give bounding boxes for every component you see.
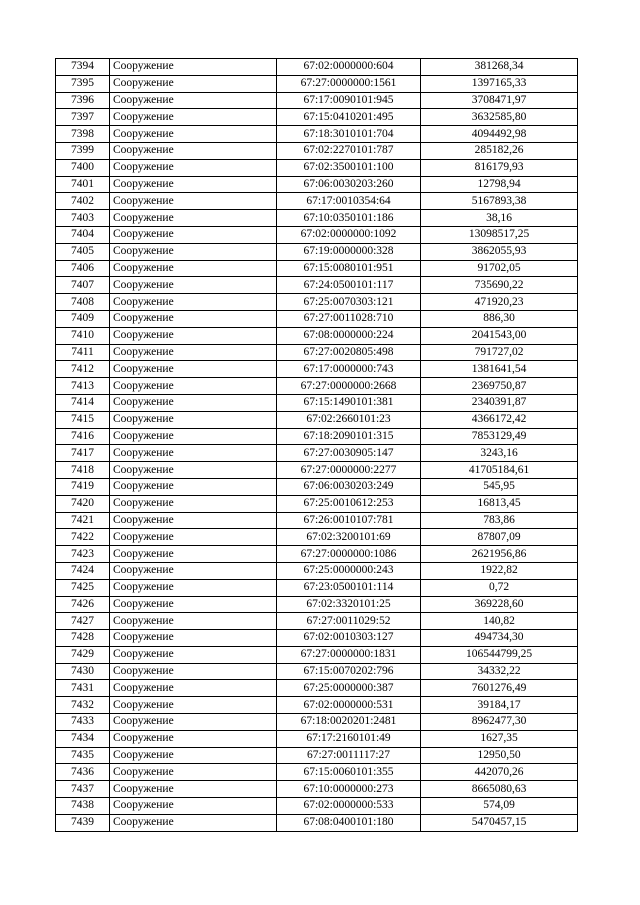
cadastral-number-cell: 67:02:0000000:533	[277, 798, 421, 815]
table-row	[56, 294, 578, 311]
row-number-cell: 7408	[56, 294, 110, 311]
cadastral-value-cell: 5167893,38	[421, 193, 578, 210]
row-number-cell: 7419	[56, 478, 110, 495]
object-type-cell: Сооружение	[110, 243, 277, 260]
cadastral-number-cell: 67:27:0000000:2668	[277, 378, 421, 395]
object-type-cell: Сооружение	[110, 394, 277, 411]
object-type-cell: Сооружение	[110, 663, 277, 680]
cadastral-value-cell: 783,86	[421, 512, 578, 529]
object-type-cell: Сооружение	[110, 697, 277, 714]
row-number-cell: 7435	[56, 747, 110, 764]
cadastral-number-cell: 67:23:0500101:114	[277, 579, 421, 596]
row-number-cell: 7422	[56, 529, 110, 546]
object-type-cell: Сооружение	[110, 579, 277, 596]
object-type-cell: Сооружение	[110, 428, 277, 445]
cadastral-value-cell: 886,30	[421, 310, 578, 327]
row-number-cell: 7400	[56, 159, 110, 176]
cadastral-value-cell: 140,82	[421, 613, 578, 630]
row-number-cell: 7397	[56, 109, 110, 126]
cadastral-number-cell: 67:25:0000000:243	[277, 562, 421, 579]
cadastral-number-cell: 67:27:0000000:1561	[277, 75, 421, 92]
row-number-cell: 7424	[56, 562, 110, 579]
row-number-cell: 7398	[56, 126, 110, 143]
table-row	[56, 680, 578, 697]
object-type-cell: Сооружение	[110, 445, 277, 462]
cadastral-value-cell: 3708471,97	[421, 92, 578, 109]
cadastral-number-cell: 67:06:0030203:260	[277, 176, 421, 193]
table-row	[56, 411, 578, 428]
row-number-cell: 7399	[56, 142, 110, 159]
cadastral-value-cell: 34332,22	[421, 663, 578, 680]
row-number-cell: 7425	[56, 579, 110, 596]
cadastral-number-cell: 67:17:0090101:945	[277, 92, 421, 109]
object-type-cell: Сооружение	[110, 361, 277, 378]
object-type-cell: Сооружение	[110, 714, 277, 731]
table-row	[56, 546, 578, 563]
row-number-cell: 7402	[56, 193, 110, 210]
cadastral-value-cell: 8962477,30	[421, 714, 578, 731]
object-type-cell: Сооружение	[110, 680, 277, 697]
cadastral-value-cell: 3243,16	[421, 445, 578, 462]
row-number-cell: 7420	[56, 495, 110, 512]
row-number-cell: 7394	[56, 59, 110, 76]
cadastral-value-cell: 735690,22	[421, 277, 578, 294]
table-row	[56, 529, 578, 546]
cadastral-number-cell: 67:27:0000000:2277	[277, 462, 421, 479]
object-type-cell: Сооружение	[110, 546, 277, 563]
cadastral-number-cell: 67:08:0000000:224	[277, 327, 421, 344]
cadastral-number-cell: 67:27:0020805:498	[277, 344, 421, 361]
cadastral-value-cell: 12798,94	[421, 176, 578, 193]
row-number-cell: 7439	[56, 814, 110, 831]
table-row	[56, 512, 578, 529]
table-row	[56, 75, 578, 92]
row-number-cell: 7403	[56, 210, 110, 227]
row-number-cell: 7423	[56, 546, 110, 563]
object-type-cell: Сооружение	[110, 59, 277, 76]
cadastral-number-cell: 67:18:2090101:315	[277, 428, 421, 445]
cadastral-number-cell: 67:18:3010101:704	[277, 126, 421, 143]
object-type-cell: Сооружение	[110, 411, 277, 428]
object-type-cell: Сооружение	[110, 462, 277, 479]
table-row	[56, 109, 578, 126]
table-row	[56, 428, 578, 445]
table-row	[56, 814, 578, 831]
cadastral-number-cell: 67:25:0010612:253	[277, 495, 421, 512]
table-row	[56, 613, 578, 630]
object-type-cell: Сооружение	[110, 109, 277, 126]
cadastral-number-cell: 67:10:0350101:186	[277, 210, 421, 227]
cadastral-value-cell: 442070,26	[421, 764, 578, 781]
table-row	[56, 798, 578, 815]
object-type-cell: Сооружение	[110, 529, 277, 546]
registry-table-body	[56, 59, 578, 832]
cadastral-value-cell: 1922,82	[421, 562, 578, 579]
cadastral-value-cell: 791727,02	[421, 344, 578, 361]
table-row	[56, 747, 578, 764]
table-row	[56, 210, 578, 227]
cadastral-value-cell: 39184,17	[421, 697, 578, 714]
table-row	[56, 714, 578, 731]
object-type-cell: Сооружение	[110, 630, 277, 647]
table-row	[56, 361, 578, 378]
row-number-cell: 7432	[56, 697, 110, 714]
object-type-cell: Сооружение	[110, 277, 277, 294]
cadastral-value-cell: 816179,93	[421, 159, 578, 176]
table-row	[56, 260, 578, 277]
object-type-cell: Сооружение	[110, 814, 277, 831]
row-number-cell: 7413	[56, 378, 110, 395]
object-type-cell: Сооружение	[110, 92, 277, 109]
cadastral-number-cell: 67:27:0011029:52	[277, 613, 421, 630]
cadastral-value-cell: 2369750,87	[421, 378, 578, 395]
row-number-cell: 7436	[56, 764, 110, 781]
row-number-cell: 7421	[56, 512, 110, 529]
cadastral-number-cell: 67:17:2160101:49	[277, 730, 421, 747]
object-type-cell: Сооружение	[110, 512, 277, 529]
registry-table	[55, 58, 578, 832]
cadastral-number-cell: 67:25:0000000:387	[277, 680, 421, 697]
cadastral-number-cell: 67:02:0000000:531	[277, 697, 421, 714]
table-row	[56, 630, 578, 647]
cadastral-number-cell: 67:27:0011117:27	[277, 747, 421, 764]
cadastral-number-cell: 67:02:3320101:25	[277, 596, 421, 613]
row-number-cell: 7431	[56, 680, 110, 697]
row-number-cell: 7410	[56, 327, 110, 344]
object-type-cell: Сооружение	[110, 126, 277, 143]
table-row	[56, 226, 578, 243]
row-number-cell: 7414	[56, 394, 110, 411]
cadastral-value-cell: 1381641,54	[421, 361, 578, 378]
row-number-cell: 7416	[56, 428, 110, 445]
cadastral-value-cell: 2340391,87	[421, 394, 578, 411]
cadastral-number-cell: 67:19:0000000:328	[277, 243, 421, 260]
row-number-cell: 7429	[56, 646, 110, 663]
object-type-cell: Сооружение	[110, 294, 277, 311]
object-type-cell: Сооружение	[110, 764, 277, 781]
cadastral-number-cell: 67:02:0000000:604	[277, 59, 421, 76]
row-number-cell: 7437	[56, 781, 110, 798]
cadastral-number-cell: 67:25:0070303:121	[277, 294, 421, 311]
cadastral-number-cell: 67:08:0400101:180	[277, 814, 421, 831]
table-row	[56, 562, 578, 579]
cadastral-value-cell: 2041543,00	[421, 327, 578, 344]
object-type-cell: Сооружение	[110, 310, 277, 327]
row-number-cell: 7415	[56, 411, 110, 428]
table-row	[56, 596, 578, 613]
cadastral-value-cell: 7601276,49	[421, 680, 578, 697]
object-type-cell: Сооружение	[110, 747, 277, 764]
row-number-cell: 7396	[56, 92, 110, 109]
cadastral-number-cell: 67:27:0000000:1086	[277, 546, 421, 563]
cadastral-value-cell: 381268,34	[421, 59, 578, 76]
row-number-cell: 7430	[56, 663, 110, 680]
object-type-cell: Сооружение	[110, 327, 277, 344]
table-row	[56, 781, 578, 798]
table-row	[56, 495, 578, 512]
object-type-cell: Сооружение	[110, 798, 277, 815]
cadastral-value-cell: 8665080,63	[421, 781, 578, 798]
cadastral-number-cell: 67:02:2660101:23	[277, 411, 421, 428]
row-number-cell: 7428	[56, 630, 110, 647]
cadastral-value-cell: 3862055,93	[421, 243, 578, 260]
row-number-cell: 7406	[56, 260, 110, 277]
table-row	[56, 176, 578, 193]
row-number-cell: 7411	[56, 344, 110, 361]
cadastral-number-cell: 67:02:3500101:100	[277, 159, 421, 176]
object-type-cell: Сооружение	[110, 730, 277, 747]
cadastral-number-cell: 67:26:0010107:781	[277, 512, 421, 529]
cadastral-number-cell: 67:27:0000000:1831	[277, 646, 421, 663]
cadastral-value-cell: 7853129,49	[421, 428, 578, 445]
table-row	[56, 193, 578, 210]
cadastral-value-cell: 38,16	[421, 210, 578, 227]
cadastral-value-cell: 5470457,15	[421, 814, 578, 831]
row-number-cell: 7417	[56, 445, 110, 462]
row-number-cell: 7412	[56, 361, 110, 378]
object-type-cell: Сооружение	[110, 226, 277, 243]
cadastral-value-cell: 369228,60	[421, 596, 578, 613]
table-row	[56, 579, 578, 596]
row-number-cell: 7426	[56, 596, 110, 613]
object-type-cell: Сооружение	[110, 142, 277, 159]
cadastral-number-cell: 67:27:0011028:710	[277, 310, 421, 327]
cadastral-number-cell: 67:27:0030905:147	[277, 445, 421, 462]
cadastral-value-cell: 106544799,25	[421, 646, 578, 663]
table-row	[56, 310, 578, 327]
object-type-cell: Сооружение	[110, 562, 277, 579]
cadastral-value-cell: 4094492,98	[421, 126, 578, 143]
table-row	[56, 159, 578, 176]
object-type-cell: Сооружение	[110, 495, 277, 512]
object-type-cell: Сооружение	[110, 260, 277, 277]
row-number-cell: 7405	[56, 243, 110, 260]
object-type-cell: Сооружение	[110, 193, 277, 210]
cadastral-number-cell: 67:06:0030203:249	[277, 478, 421, 495]
table-row	[56, 142, 578, 159]
row-number-cell: 7401	[56, 176, 110, 193]
table-row	[56, 646, 578, 663]
table-row	[56, 445, 578, 462]
row-number-cell: 7418	[56, 462, 110, 479]
row-number-cell: 7407	[56, 277, 110, 294]
row-number-cell: 7438	[56, 798, 110, 815]
cadastral-value-cell: 4366172,42	[421, 411, 578, 428]
row-number-cell: 7433	[56, 714, 110, 731]
cadastral-value-cell: 13098517,25	[421, 226, 578, 243]
object-type-cell: Сооружение	[110, 596, 277, 613]
table-row	[56, 59, 578, 76]
cadastral-number-cell: 67:15:0410201:495	[277, 109, 421, 126]
row-number-cell: 7434	[56, 730, 110, 747]
cadastral-number-cell: 67:02:0010303:127	[277, 630, 421, 647]
cadastral-value-cell: 87807,09	[421, 529, 578, 546]
table-row	[56, 478, 578, 495]
cadastral-number-cell: 67:18:0020201:2481	[277, 714, 421, 731]
cadastral-number-cell: 67:24:0500101:117	[277, 277, 421, 294]
cadastral-value-cell: 41705184,61	[421, 462, 578, 479]
cadastral-value-cell: 494734,30	[421, 630, 578, 647]
cadastral-value-cell: 91702,05	[421, 260, 578, 277]
cadastral-number-cell: 67:02:2270101:787	[277, 142, 421, 159]
object-type-cell: Сооружение	[110, 378, 277, 395]
table-row	[56, 730, 578, 747]
cadastral-value-cell: 0,72	[421, 579, 578, 596]
cadastral-number-cell: 67:15:1490101:381	[277, 394, 421, 411]
cadastral-value-cell: 471920,23	[421, 294, 578, 311]
cadastral-value-cell: 1627,35	[421, 730, 578, 747]
table-row	[56, 243, 578, 260]
cadastral-number-cell: 67:17:0000000:743	[277, 361, 421, 378]
row-number-cell: 7427	[56, 613, 110, 630]
object-type-cell: Сооружение	[110, 344, 277, 361]
table-row	[56, 378, 578, 395]
cadastral-value-cell: 1397165,33	[421, 75, 578, 92]
cadastral-number-cell: 67:02:3200101:69	[277, 529, 421, 546]
cadastral-number-cell: 67:15:0080101:951	[277, 260, 421, 277]
object-type-cell: Сооружение	[110, 478, 277, 495]
object-type-cell: Сооружение	[110, 646, 277, 663]
cadastral-value-cell: 2621956,86	[421, 546, 578, 563]
cadastral-number-cell: 67:15:0060101:355	[277, 764, 421, 781]
cadastral-value-cell: 3632585,80	[421, 109, 578, 126]
table-row	[56, 663, 578, 680]
cadastral-number-cell: 67:17:0010354:64	[277, 193, 421, 210]
cadastral-number-cell: 67:10:0000000:273	[277, 781, 421, 798]
table-row	[56, 697, 578, 714]
cadastral-value-cell: 574,09	[421, 798, 578, 815]
table-row	[56, 327, 578, 344]
cadastral-value-cell: 545,95	[421, 478, 578, 495]
table-row	[56, 344, 578, 361]
cadastral-value-cell: 16813,45	[421, 495, 578, 512]
cadastral-number-cell: 67:15:0070202:796	[277, 663, 421, 680]
cadastral-value-cell: 285182,26	[421, 142, 578, 159]
object-type-cell: Сооружение	[110, 781, 277, 798]
row-number-cell: 7404	[56, 226, 110, 243]
table-row	[56, 277, 578, 294]
table-row	[56, 764, 578, 781]
table-row	[56, 394, 578, 411]
cadastral-number-cell: 67:02:0000000:1092	[277, 226, 421, 243]
object-type-cell: Сооружение	[110, 210, 277, 227]
row-number-cell: 7409	[56, 310, 110, 327]
table-row	[56, 462, 578, 479]
table-row	[56, 92, 578, 109]
object-type-cell: Сооружение	[110, 75, 277, 92]
row-number-cell: 7395	[56, 75, 110, 92]
object-type-cell: Сооружение	[110, 176, 277, 193]
object-type-cell: Сооружение	[110, 613, 277, 630]
object-type-cell: Сооружение	[110, 159, 277, 176]
cadastral-value-cell: 12950,50	[421, 747, 578, 764]
table-row	[56, 126, 578, 143]
